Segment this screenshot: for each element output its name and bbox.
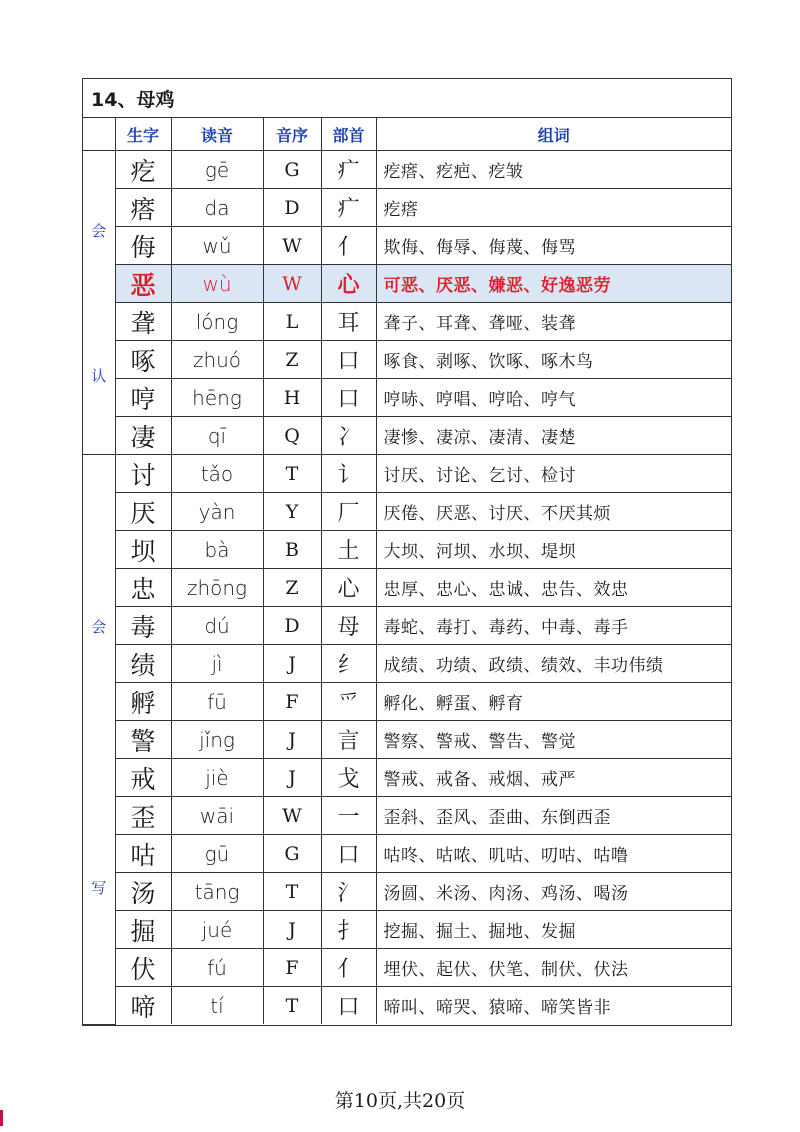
group-header-cell	[83, 118, 115, 151]
table-row	[83, 455, 731, 493]
table-row	[83, 721, 731, 759]
order-cell: J	[263, 645, 321, 683]
col-header-char: 生字	[115, 118, 171, 151]
edge-mark	[0, 1110, 3, 1126]
table-row	[83, 531, 731, 569]
char-cell: 啄	[115, 341, 171, 379]
col-header-words: 组词	[376, 118, 731, 151]
table-row	[83, 873, 731, 911]
char-cell: 厌	[115, 493, 171, 531]
radical-cell: 亻	[321, 227, 376, 265]
char-cell: 戒	[115, 759, 171, 797]
char-cell: 啼	[115, 987, 171, 1025]
table-row	[83, 797, 731, 835]
radical-cell: 口	[321, 987, 376, 1025]
table-row	[83, 987, 731, 1025]
order-cell: J	[263, 721, 321, 759]
words-cell: 聋子、耳聋、聋哑、装聋	[376, 303, 731, 341]
pinyin-cell: tí	[171, 987, 263, 1025]
char-cell: 伏	[115, 949, 171, 987]
group-label-char: 认	[91, 367, 107, 386]
pinyin-cell: jì	[171, 645, 263, 683]
char-cell: 恶	[115, 265, 171, 303]
pinyin-cell: fū	[171, 683, 263, 721]
radical-cell: 纟	[321, 645, 376, 683]
char-cell: 咕	[115, 835, 171, 873]
pinyin-cell: tǎo	[171, 455, 263, 493]
order-cell: W	[263, 265, 321, 303]
group-label-cell	[83, 151, 115, 455]
char-cell: 汤	[115, 873, 171, 911]
words-cell: 啄食、剥啄、饮啄、啄木鸟	[376, 341, 731, 379]
char-cell: 哼	[115, 379, 171, 417]
char-cell: 孵	[115, 683, 171, 721]
radical-cell: 土	[321, 531, 376, 569]
table-row	[83, 227, 731, 265]
pinyin-cell: jué	[171, 911, 263, 949]
header-row	[83, 118, 731, 151]
char-cell: 绩	[115, 645, 171, 683]
radical-cell: 母	[321, 607, 376, 645]
words-cell: 歪斜、歪风、歪曲、东倒西歪	[376, 797, 731, 835]
words-cell: 可恶、厌恶、嫌恶、好逸恶劳	[376, 265, 731, 303]
words-cell: 咕咚、咕哝、叽咕、叨咕、咕噜	[376, 835, 731, 873]
table-row	[83, 341, 731, 379]
words-cell: 讨厌、讨论、乞讨、检讨	[376, 455, 731, 493]
words-cell: 汤圆、米汤、肉汤、鸡汤、喝汤	[376, 873, 731, 911]
radical-cell: 厂	[321, 493, 376, 531]
order-cell: W	[263, 227, 321, 265]
order-cell: T	[263, 455, 321, 493]
radical-cell: 口	[321, 341, 376, 379]
pinyin-cell: fú	[171, 949, 263, 987]
char-cell: 侮	[115, 227, 171, 265]
order-cell: Q	[263, 417, 321, 455]
char-cell: 疙	[115, 151, 171, 189]
table-row	[83, 379, 731, 417]
lesson-title: 14、母鸡	[83, 79, 731, 118]
table-row	[83, 569, 731, 607]
pinyin-cell: zhuó	[171, 341, 263, 379]
table-row	[83, 949, 731, 987]
pinyin-cell: wǔ	[171, 227, 263, 265]
table-row	[83, 607, 731, 645]
words-cell: 埋伏、起伏、伏笔、制伏、伏法	[376, 949, 731, 987]
pinyin-cell: bà	[171, 531, 263, 569]
pinyin-cell: qī	[171, 417, 263, 455]
words-cell: 警戒、戒备、戒烟、戒严	[376, 759, 731, 797]
char-cell: 歪	[115, 797, 171, 835]
table-row	[83, 645, 731, 683]
char-cell: 警	[115, 721, 171, 759]
table-row	[83, 911, 731, 949]
radical-cell: 口	[321, 835, 376, 873]
pinyin-cell: wù	[171, 265, 263, 303]
char-cell: 毒	[115, 607, 171, 645]
order-cell: F	[263, 683, 321, 721]
words-cell: 挖掘、掘土、掘地、发掘	[376, 911, 731, 949]
order-cell: T	[263, 873, 321, 911]
group-label-cell	[83, 455, 115, 1025]
vocabulary-table	[83, 118, 731, 1025]
order-cell: L	[263, 303, 321, 341]
radical-cell: 疒	[321, 189, 376, 227]
col-header-radical: 部首	[321, 118, 376, 151]
table-row	[83, 417, 731, 455]
order-cell: F	[263, 949, 321, 987]
order-cell: Z	[263, 341, 321, 379]
group-label-char: 会	[91, 617, 107, 636]
radical-cell: 戈	[321, 759, 376, 797]
vocabulary-sheet	[82, 78, 732, 1026]
words-cell: 哼哧、哼唱、哼哈、哼气	[376, 379, 731, 417]
order-cell: J	[263, 759, 321, 797]
pinyin-cell: lóng	[171, 303, 263, 341]
radical-cell: 氵	[321, 873, 376, 911]
words-cell: 孵化、孵蛋、孵育	[376, 683, 731, 721]
col-header-reading: 读音	[171, 118, 263, 151]
words-cell: 欺侮、侮辱、侮蔑、侮骂	[376, 227, 731, 265]
order-cell: G	[263, 151, 321, 189]
radical-cell: 一	[321, 797, 376, 835]
char-cell: 聋	[115, 303, 171, 341]
words-cell: 啼叫、啼哭、猿啼、啼笑皆非	[376, 987, 731, 1025]
pinyin-cell: yàn	[171, 493, 263, 531]
char-cell: 忠	[115, 569, 171, 607]
radical-cell: 耳	[321, 303, 376, 341]
page-number: 第10页,共20页	[334, 1090, 466, 1112]
order-cell: H	[263, 379, 321, 417]
order-cell: B	[263, 531, 321, 569]
char-cell: 凄	[115, 417, 171, 455]
order-cell: Y	[263, 493, 321, 531]
pinyin-cell: dú	[171, 607, 263, 645]
words-cell: 毒蛇、毒打、毒药、中毒、毒手	[376, 607, 731, 645]
words-cell: 警察、警戒、警告、警觉	[376, 721, 731, 759]
words-cell: 大坝、河坝、水坝、堤坝	[376, 531, 731, 569]
words-cell: 厌倦、厌恶、讨厌、不厌其烦	[376, 493, 731, 531]
pinyin-cell: jǐng	[171, 721, 263, 759]
pinyin-cell: gē	[171, 151, 263, 189]
radical-cell: 言	[321, 721, 376, 759]
order-cell: D	[263, 607, 321, 645]
radical-cell: 心	[321, 265, 376, 303]
table-row	[83, 835, 731, 873]
char-cell: 掘	[115, 911, 171, 949]
words-cell: 忠厚、忠心、忠诚、忠告、效忠	[376, 569, 731, 607]
pinyin-cell: jiè	[171, 759, 263, 797]
radical-cell: 心	[321, 569, 376, 607]
table-row	[83, 189, 731, 227]
order-cell: T	[263, 987, 321, 1025]
group-label-char: 会	[91, 221, 107, 240]
col-header-order: 音序	[263, 118, 321, 151]
order-cell: Z	[263, 569, 321, 607]
order-cell: G	[263, 835, 321, 873]
words-cell: 凄惨、凄凉、凄清、凄楚	[376, 417, 731, 455]
radical-cell: 讠	[321, 455, 376, 493]
radical-cell: 冫	[321, 417, 376, 455]
radical-cell: 爫	[321, 683, 376, 721]
order-cell: D	[263, 189, 321, 227]
radical-cell: 扌	[321, 911, 376, 949]
order-cell: J	[263, 911, 321, 949]
pinyin-cell: da	[171, 189, 263, 227]
radical-cell: 亻	[321, 949, 376, 987]
radical-cell: 疒	[321, 151, 376, 189]
char-cell: 瘩	[115, 189, 171, 227]
pinyin-cell: hēng	[171, 379, 263, 417]
pinyin-cell: zhōng	[171, 569, 263, 607]
radical-cell: 口	[321, 379, 376, 417]
pinyin-cell: wāi	[171, 797, 263, 835]
group-label-char: 写	[91, 879, 107, 898]
table-row	[83, 493, 731, 531]
table-row	[83, 303, 731, 341]
words-cell: 疙瘩	[376, 189, 731, 227]
table-row	[83, 683, 731, 721]
char-cell: 坝	[115, 531, 171, 569]
table-row	[83, 759, 731, 797]
table-row	[83, 151, 731, 189]
order-cell: W	[263, 797, 321, 835]
pinyin-cell: gū	[171, 835, 263, 873]
table-row	[83, 265, 731, 303]
words-cell: 疙瘩、疙疤、疙皱	[376, 151, 731, 189]
char-cell: 讨	[115, 455, 171, 493]
words-cell: 成绩、功绩、政绩、绩效、丰功伟绩	[376, 645, 731, 683]
pinyin-cell: tāng	[171, 873, 263, 911]
